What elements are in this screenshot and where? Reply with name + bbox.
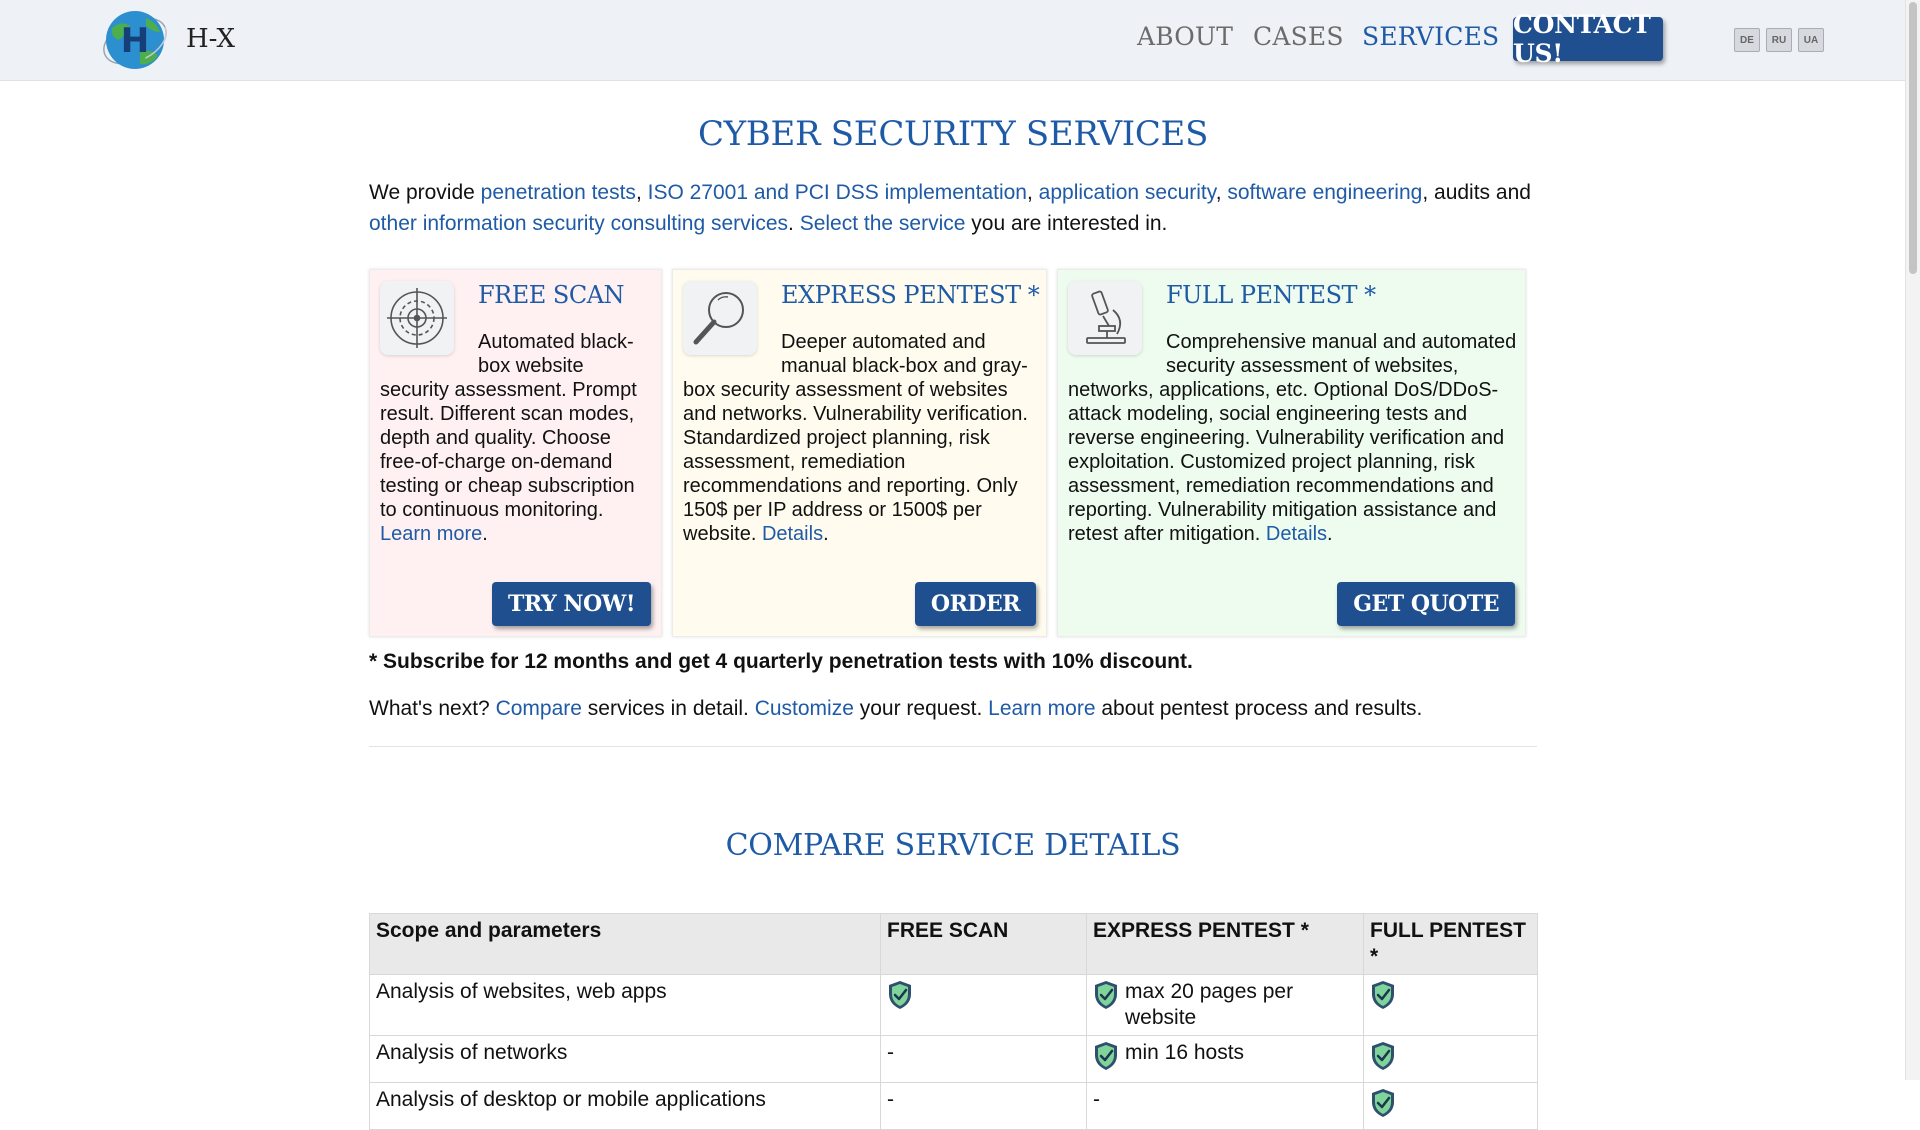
service-cards — [369, 269, 1537, 638]
table-header: FULL PENTEST * — [1364, 914, 1538, 975]
card-title: FULL PENTEST * — [1166, 281, 1376, 309]
lang-de-flag-icon[interactable]: DE — [1734, 28, 1760, 52]
details-link[interactable]: Details — [1265, 523, 1328, 545]
microscope-icon — [1068, 281, 1142, 355]
table-row — [370, 975, 1538, 1036]
lang-ua-flag-icon[interactable]: UA — [1798, 28, 1824, 52]
cell-express — [1087, 1036, 1364, 1083]
table-row — [370, 1036, 1538, 1083]
intro-text: , — [635, 181, 648, 204]
brand-name[interactable]: H-X — [186, 24, 236, 54]
radar-target-icon — [380, 281, 454, 355]
link-penetration-tests[interactable]: penetration tests — [480, 181, 636, 204]
shield-check-icon — [1093, 1041, 1119, 1078]
link-iso-pci[interactable]: ISO 27001 and PCI DSS implementation — [647, 181, 1027, 204]
table-header: EXPRESS PENTEST * — [1087, 914, 1364, 975]
section-divider — [369, 746, 1537, 747]
next-text: about pentest process and results. — [1095, 697, 1423, 720]
cell-express — [1087, 1083, 1364, 1130]
card-text-tail: . — [482, 523, 488, 545]
card-text: Automated black-box website security assessment. Prompt result. Different scan modes, depth and quality. Choose free-of-charge on-demand testing or cheap subscription to continuous monitoring. — [380, 331, 637, 521]
cell-text: - — [887, 1041, 894, 1064]
card-text: Comprehensive manual and automated security assessment of websites, networks, applications, etc. Optional DoS/DDoS-attack modeling, social engineering tests and reverse engineering. Vulnerability verification and exploitation. Customized project planning, risk assessment, remediation recommendations and reporting. Vulnerability mitigation assistance and retest after mitigation. — [1068, 331, 1517, 545]
card-title: FREE SCAN — [478, 281, 625, 309]
link-customize[interactable]: Customize — [754, 697, 854, 720]
shield-check-icon — [887, 980, 913, 1017]
logo-icon[interactable] — [100, 6, 170, 74]
intro-text: , — [1215, 181, 1228, 204]
shield-check-icon — [1370, 1041, 1396, 1078]
svg-text:H: H — [120, 21, 150, 61]
cell-full — [1364, 1083, 1538, 1130]
link-software-engineering[interactable]: software engineering — [1227, 181, 1423, 204]
discount-note: * Subscribe for 12 months and get 4 quarterly penetration tests with 10% discount. — [369, 650, 1193, 673]
shield-check-icon — [1370, 980, 1396, 1017]
cell-free — [881, 975, 1087, 1036]
table-header: Scope and parameters — [370, 914, 881, 975]
link-application-security[interactable]: application security — [1038, 181, 1216, 204]
intro-text: We provide — [369, 181, 481, 204]
cell-full — [1364, 1036, 1538, 1083]
card-text-tail: . — [1327, 523, 1333, 545]
next-text: services in detail. — [581, 697, 755, 720]
table-row — [370, 1083, 1538, 1130]
compare-title: COMPARE SERVICE DETAILS — [725, 828, 1181, 863]
magnifier-icon — [683, 281, 757, 355]
whats-next-paragraph — [369, 697, 1422, 721]
intro-text: , audits and — [1422, 181, 1531, 204]
try-now-button[interactable]: TRY NOW! — [492, 582, 651, 626]
card-description — [1068, 330, 1517, 546]
order-button[interactable]: ORDER — [915, 582, 1036, 626]
cell-text: min 16 hosts — [1125, 1041, 1245, 1064]
card-title: EXPRESS PENTEST * — [781, 281, 1040, 309]
intro-text: . — [788, 212, 800, 235]
next-text: What's next? — [369, 697, 496, 720]
cell-express — [1087, 975, 1364, 1036]
cell-full — [1364, 975, 1538, 1036]
card-description — [683, 330, 1038, 546]
page-scrollbar[interactable] — [1905, 0, 1920, 1080]
intro-text: , — [1026, 181, 1039, 204]
nav-about[interactable]: ABOUT — [1137, 22, 1234, 51]
page-title: CYBER SECURITY SERVICES — [697, 114, 1209, 154]
learn-more-link[interactable]: Learn more — [380, 523, 483, 545]
card-description — [380, 330, 653, 546]
cell-text: - — [887, 1088, 894, 1111]
cell-free — [881, 1083, 1087, 1130]
row-label: Analysis of desktop or mobile applications — [370, 1083, 881, 1130]
details-link[interactable]: Details — [761, 523, 824, 545]
intro-paragraph — [369, 177, 1537, 239]
link-consulting-services[interactable]: other information security consulting services — [369, 212, 789, 235]
scrollbar-thumb[interactable] — [1909, 2, 1917, 274]
card-text-tail: . — [823, 523, 829, 545]
get-quote-button[interactable]: GET QUOTE — [1337, 582, 1515, 626]
intro-text: you are interested in. — [965, 212, 1168, 235]
link-select-service[interactable]: Select the service — [799, 212, 966, 235]
shield-check-icon — [1370, 1088, 1396, 1125]
row-label: Analysis of networks — [370, 1036, 881, 1083]
cell-text: - — [1093, 1088, 1100, 1111]
nav-cases[interactable]: CASES — [1253, 22, 1344, 51]
card-express-pentest — [672, 269, 1047, 637]
contact-us-button[interactable]: CONTACT US! — [1513, 17, 1663, 61]
cell-text: max 20 pages per website — [1125, 980, 1294, 1029]
link-learn-more[interactable]: Learn more — [988, 697, 1096, 720]
site-header — [0, 0, 1905, 81]
link-compare[interactable]: Compare — [495, 697, 582, 720]
card-free-scan — [369, 269, 662, 637]
cell-free — [881, 1036, 1087, 1083]
shield-check-icon — [1093, 980, 1119, 1017]
compare-table — [369, 913, 1538, 1130]
nav-services[interactable]: SERVICES — [1362, 22, 1500, 51]
card-full-pentest — [1057, 269, 1526, 637]
next-text: your request. — [853, 697, 989, 720]
table-header: FREE SCAN — [881, 914, 1087, 975]
lang-ru-flag-icon[interactable]: RU — [1766, 28, 1792, 52]
row-label: Analysis of websites, web apps — [370, 975, 881, 1036]
card-text: Deeper automated and manual black-box and gray-box security assessment of websites and networks. Vulnerability verification. Standardized project planning, risk assessment, remediation recommendations and reporting. Only 150$ per IP address or 1500$ per website. — [683, 331, 1028, 545]
table-header-row — [370, 914, 1538, 975]
